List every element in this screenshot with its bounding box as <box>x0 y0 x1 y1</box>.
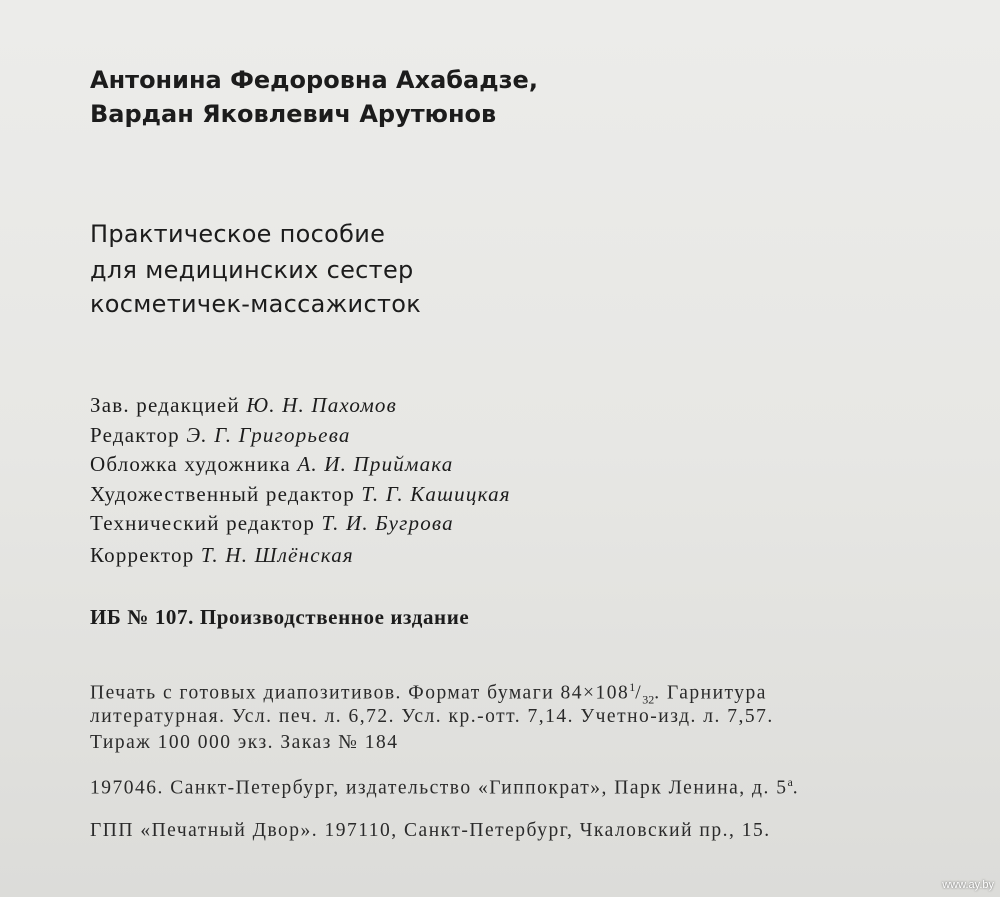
printer-address: ГПП «Печатный Двор». 197110, Санкт-Петербург, Чкаловский пр., 15. <box>90 820 771 841</box>
ib-line: ИБ № 107. Производственное издание <box>90 605 470 629</box>
credit-name: Т. Г. Кашицкая <box>361 482 511 506</box>
credit-role: Художественный редактор <box>90 482 355 506</box>
publisher-end: . <box>792 777 800 799</box>
subtitle-line-2: для медицинских сестер <box>90 256 414 284</box>
author-2: Вардан Яковлевич Арутюнов <box>90 100 497 128</box>
credit-line <box>90 452 454 477</box>
imprint-line-3: Тираж 100 000 экз. Заказ № 184 <box>90 732 399 753</box>
credit-name: А. И. Приймака <box>297 452 454 476</box>
credit-role: Обложка художника <box>90 452 291 476</box>
imprint-line-1 <box>90 680 767 707</box>
credit-role: Редактор <box>90 423 180 447</box>
credit-name: Т. И. Бугрова <box>321 511 454 535</box>
subtitle-line-3: косметичек-массажисток <box>90 290 422 318</box>
fraction-separator: / <box>635 682 643 704</box>
publisher-address <box>90 775 799 800</box>
credit-role: Зав. редакцией <box>90 393 240 417</box>
credit-line <box>90 543 354 568</box>
fraction-numerator: 1 <box>629 680 636 694</box>
credit-line <box>90 482 511 507</box>
credit-line <box>90 423 351 448</box>
credit-name: Э. Г. Григорьева <box>186 423 351 447</box>
imprint-typeface-text: . Гарнитура <box>654 682 767 704</box>
fraction-denominator: 32 <box>642 692 655 707</box>
credit-name: Т. Н. Шлёнская <box>200 543 354 567</box>
credit-name: Ю. Н. Пахомов <box>246 393 397 417</box>
publisher-house-suffix: а <box>787 775 793 789</box>
credit-line <box>90 393 397 418</box>
imprint-line-2: литературная. Усл. печ. л. 6,72. Усл. кр.-отт. 7,14. Учетно-изд. л. 7,57. <box>90 706 774 727</box>
imprint-format-text: Печать с готовых диапозитивов. Формат бумаги 84×108 <box>90 682 630 704</box>
credit-line <box>90 511 454 536</box>
watermark: www.ay.by <box>942 879 994 891</box>
credit-role: Корректор <box>90 543 195 567</box>
publisher-text: 197046. Санкт-Петербург, издательство «Гиппократ», Парк Ленина, д. 5 <box>90 777 788 799</box>
credit-role: Технический редактор <box>90 511 316 535</box>
subtitle-line-1: Практическое пособие <box>90 220 386 248</box>
author-1: Антонина Федоровна Ахабадзе, <box>90 66 538 94</box>
